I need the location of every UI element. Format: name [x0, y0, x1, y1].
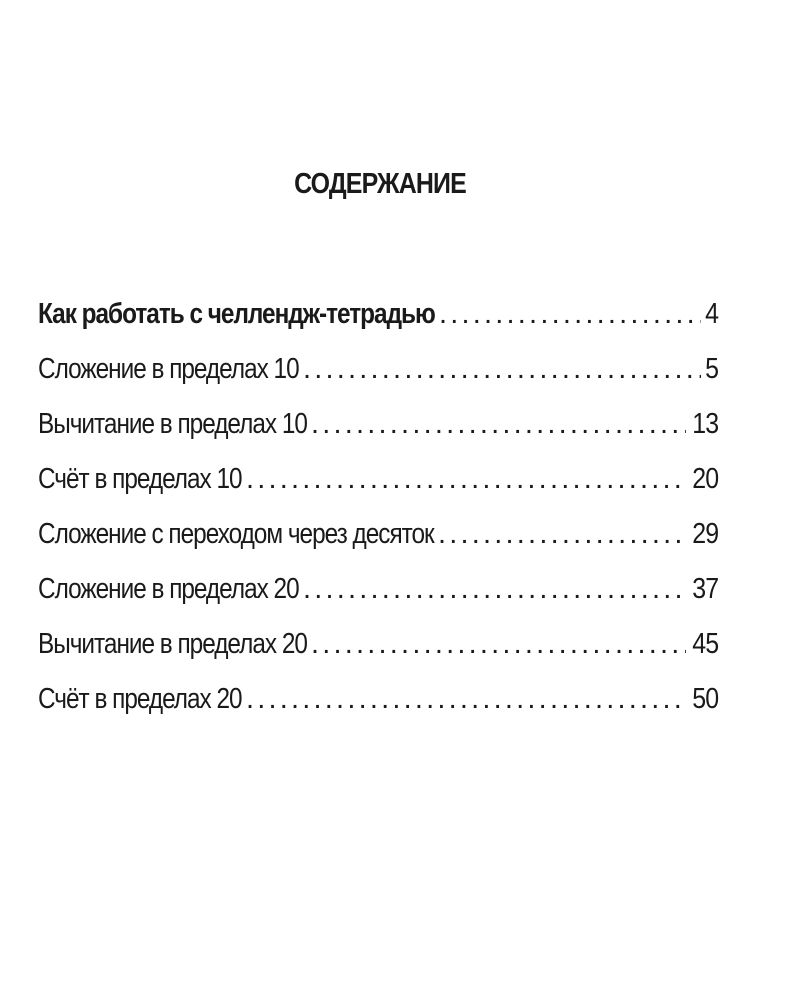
toc-dot-leader [303, 347, 701, 391]
toc-entry [38, 347, 718, 402]
toc-entry [38, 402, 718, 457]
toc-entry [38, 622, 718, 677]
toc-entry-page: 5 [704, 353, 718, 385]
toc-entry [38, 677, 718, 732]
toc-entry-label: Вычитание в пределах 20 [38, 628, 307, 660]
toc-entry [38, 567, 718, 622]
toc-entry-page: 50 [691, 683, 718, 715]
toc-entry-page: 29 [691, 518, 718, 550]
toc-entry-label: Сложение в пределах 20 [38, 573, 299, 605]
toc-dot-leader [246, 677, 686, 721]
toc-title: СОДЕРЖАНИЕ [294, 168, 466, 200]
toc-entry-label: Сложение в пределах 10 [38, 353, 299, 385]
toc-entry-page: 13 [691, 408, 718, 440]
toc-entry-label: Вычитание в пределах 10 [38, 408, 307, 440]
toc-entry-page: 20 [691, 463, 718, 495]
toc-entry-label: Как работать с челлендж-тетрадью [38, 298, 435, 330]
toc-dot-leader [311, 402, 686, 446]
toc-dot-leader [311, 622, 686, 666]
toc-entry-page: 37 [691, 573, 718, 605]
toc-entry-label: Счёт в пределах 20 [38, 683, 242, 715]
toc-entry-page: 45 [691, 628, 718, 660]
toc-dot-leader [303, 567, 686, 611]
toc-entry-label: Сложение с переходом через десяток [38, 518, 434, 550]
toc-list [38, 292, 718, 732]
toc-dot-leader [438, 512, 686, 556]
toc-entry [38, 292, 718, 347]
toc-entry-page: 4 [704, 298, 718, 330]
toc-entry [38, 457, 718, 512]
toc-entry-label: Счёт в пределах 10 [38, 463, 242, 495]
toc-dot-leader [246, 457, 686, 501]
toc-dot-leader [439, 292, 701, 336]
toc-entry [38, 512, 718, 567]
